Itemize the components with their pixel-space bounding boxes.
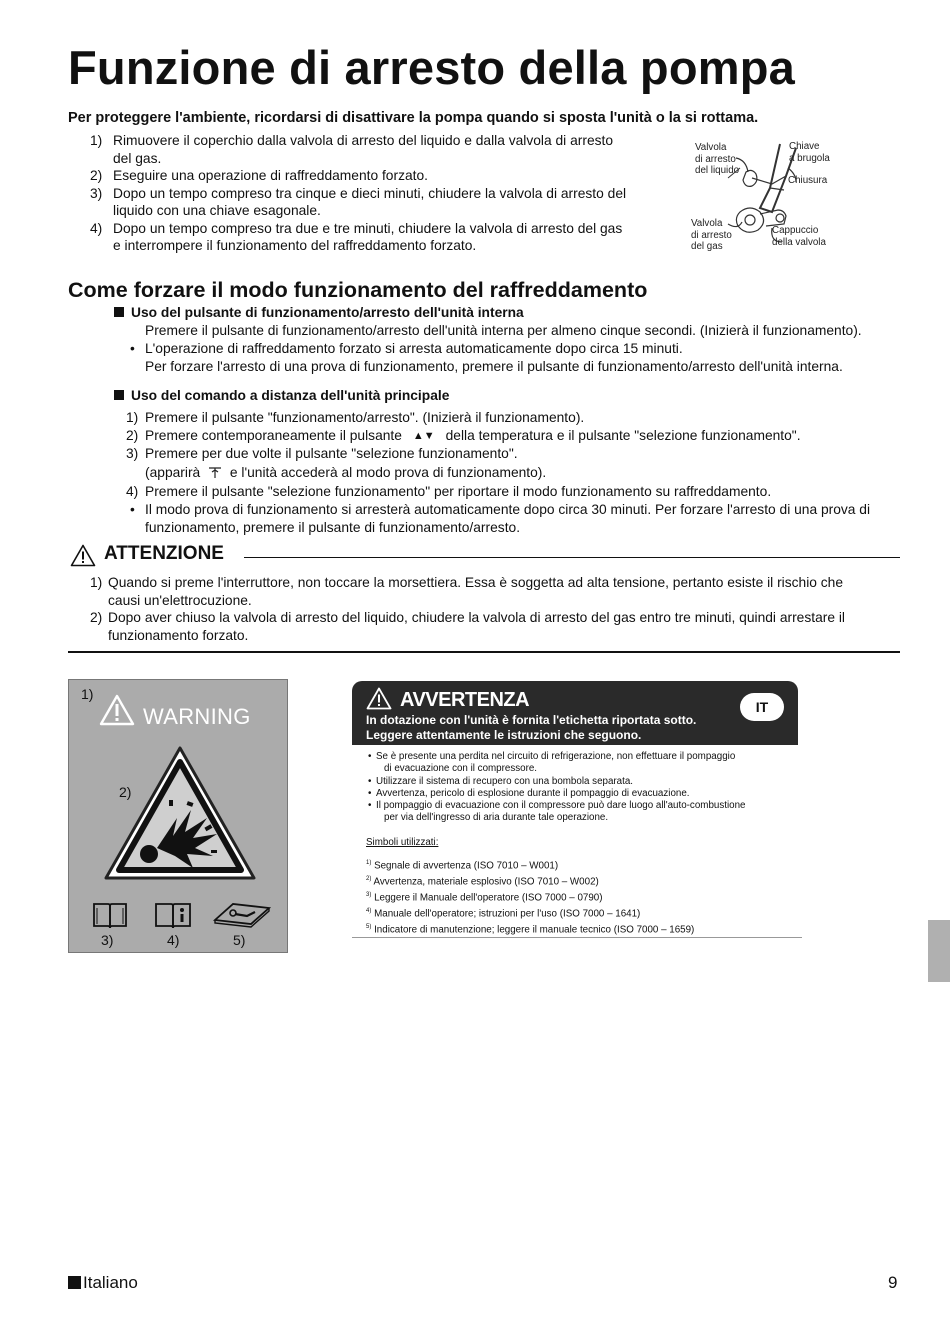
warning-triangle-icon [99, 694, 135, 726]
intro-text: Per proteggere l'ambiente, ricordarsi di disattivare la pompa quando si sposta l'unità o la si rottama. [68, 110, 759, 126]
closing-label: Chiusura [788, 175, 828, 186]
symbol-item: $^{4)}$ Manuale dell'operatore; istruzioni per l'uso (ISO 7000 – 1641) [366, 907, 641, 919]
square-bullet-icon [114, 390, 124, 400]
indoor-line-2: L'operazione di raffreddamento forzato si arresta automaticamente dopo circa 15 minuti. [145, 341, 683, 356]
symbol-item: $^{3)}$ Leggere il Manuale dell'operatore (ISO 7000 – 0790) [366, 891, 603, 904]
pump-step: 1) Rimuovere il coperchio dalla valvola di arresto del liquido e dalla valvola di arresto del gas. [90, 133, 614, 166]
symbol-item: $^{5)}$ Indicatore di manutenzione; leggere il manuale tecnico (ISO 7000 – 1659) [366, 923, 695, 935]
pump-step: 3) Dopo un tempo compreso tra cinque e dieci minuti, chiudere la valvola di arresto del liquido con una chiave esagonale. [90, 185, 627, 218]
remote-note-2: funzionamento, premere il pulsante di funzionamento/arresto. [145, 520, 521, 535]
valve-diagram [688, 138, 848, 258]
service-indicator-icon [211, 900, 273, 930]
square-bullet-icon [114, 307, 124, 317]
remote-heading: Uso del comando a distanza dell'unità principale [114, 388, 449, 403]
caution-title: ATTENZIONE [104, 543, 224, 564]
warning-triangle-icon [366, 687, 392, 710]
remote-step-3: Premere per due volte il pulsante "selezione funzionamento". [145, 446, 518, 461]
page-title: Funzione di arresto della pompa [68, 41, 795, 94]
operator-manual-icon [153, 900, 193, 930]
symbol-item: $^{1)}$ Segnale di avvertenza (ISO 7010 – W001) [366, 860, 559, 872]
hex-key-label: Chiave a brugola [789, 141, 830, 164]
bullet: • [130, 341, 135, 356]
square-bullet-icon [68, 1276, 81, 1289]
caution-triangle-icon [70, 544, 96, 567]
caution-item: 2) Dopo aver chiuso la valvola di arresto del liquido, chiudere la valvola di arresto del gas entro tre minuti, quindi arrestare il funzionamento forzato. [90, 610, 845, 643]
symbols-title: Simboli utilizzati: [366, 836, 439, 848]
symbols-list [352, 857, 798, 936]
pump-step: 4) Dopo un tempo compreso tra due e tre minuti, chiudere la valvola di arresto del gas e interrompere il funzionamento del raffreddamento forzato. [90, 220, 623, 253]
test-run-icon [207, 465, 223, 479]
remote-num-2: 2) [126, 428, 139, 443]
bullet: • [130, 502, 135, 517]
caution-list [68, 574, 908, 644]
pump-step: 2) Eseguire una operazione di raffreddamento forzato. [90, 168, 428, 183]
remote-step-1: Premere il pulsante "funzionamento/arresto". (Inizierà il funzionamento). [145, 410, 585, 425]
remote-num-3: 3) [126, 446, 139, 461]
up-down-arrow-icon: ▲▼ [412, 430, 435, 442]
avvertenza-card-body [352, 745, 798, 936]
pump-steps-list [68, 132, 658, 255]
indoor-line-3: Per forzare l'arresto di una prova di funzionamento, premere il pulsante di funzionamento/arresto dell'unità interna. [145, 359, 843, 374]
list-item: • Utilizzare il sistema di recupero con una bombola separata. [368, 775, 634, 787]
list-item: • Se è presente una perdita nel circuito di refrigerazione, non effettuare il pompaggio di evacuazione con il compressore. [368, 751, 736, 775]
remote-num-4: 4) [126, 484, 139, 499]
remote-note-1: Il modo prova di funzionamento si arresterà automaticamente dopo circa 30 minuti. Per forzare l'arresto di una prova di [145, 502, 871, 517]
remote-step-4: Premere il pulsante "selezione funzionamento" per riportare il modo funzionamento su raffreddamento. [145, 484, 772, 499]
avvertenza-card-header: AVVERTENZA In dotazione con l'unità è fornita l'etichetta riportata sotto. Leggere attentamente le istruzioni che seguono. IT [352, 681, 798, 745]
remote-num-1: 1) [126, 410, 139, 425]
language-badge: IT [740, 693, 784, 721]
gas-valve-label: Valvola di arresto del gas [691, 218, 732, 252]
page-edge-tab [928, 920, 950, 982]
read-manual-icon [91, 900, 129, 930]
caution-rule [244, 557, 900, 558]
footer-language: Italiano [68, 1273, 138, 1293]
valve-cap-label: Cappuccio della valvola [772, 225, 826, 248]
section-title-forced-cooling: Come forzare il modo funzionamento del raffreddamento [68, 278, 648, 302]
list-item: • Il pompaggio di evacuazione con il compressore può dare luogo all'auto-combustione per via dell'ingresso di aria durante tale operazione. [368, 800, 746, 824]
explosive-hazard-icon [101, 742, 259, 884]
section-divider [68, 651, 900, 653]
page-number: 9 [888, 1273, 898, 1292]
caution-item: 1) Quando si preme l'interruttore, non toccare la morsettiera. Essa è soggetta ad alta tensione, pertanto esiste il rischio che causi un'elettrocuzione. [90, 575, 844, 608]
remote-step-3b: (apparirà e l'unità accederà al modo prova di funzionamento). [145, 465, 547, 480]
indoor-heading: Uso del pulsante di funzionamento/arresto dell'unità interna [114, 305, 524, 320]
remote-step-2: Premere contemporaneamente il pulsante ▲▼ della temperatura e il pulsante "selezione funzionamento". [145, 428, 801, 443]
list-item: • Avvertenza, pericolo di esplosione durante il pompaggio di evacuazione. [368, 787, 690, 799]
symbol-item: $^{2)}$ Avvertenza, materiale esplosivo (ISO 7010 – W002) [366, 875, 599, 888]
liquid-valve-label: Valvola di arresto del liquido [695, 142, 740, 176]
warning-label-image: 1) WARNING 2) 3) 4) 5) [68, 679, 288, 953]
indoor-line-1: Premere il pulsante di funzionamento/arresto dell'unità interna per almeno cinque secondi. (Inizierà il funzionamento). [145, 323, 862, 338]
card-bottom-rule [352, 937, 802, 938]
